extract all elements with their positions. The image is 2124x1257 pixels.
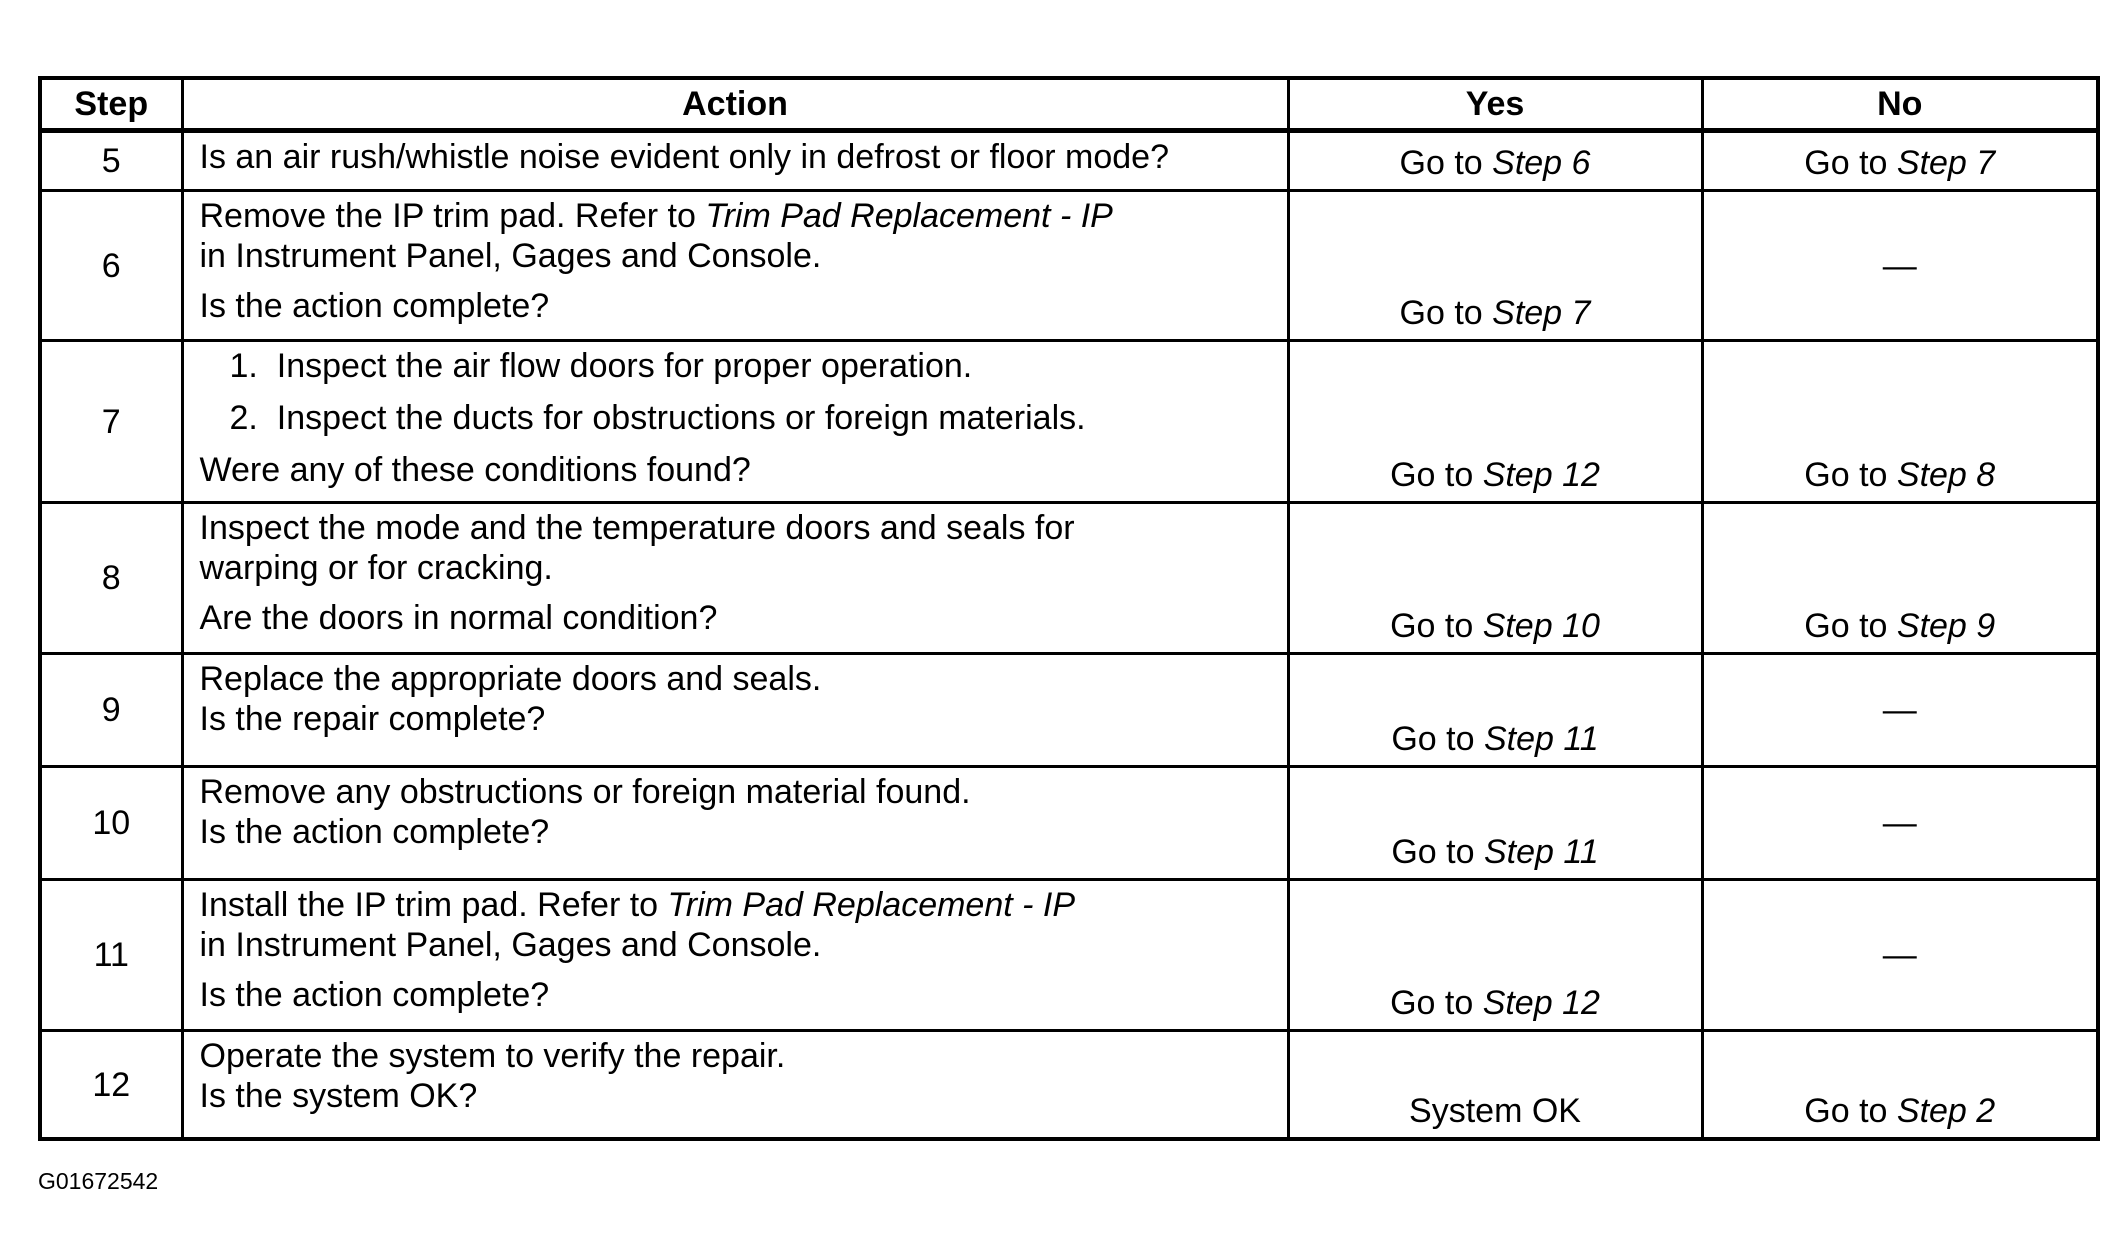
action-question: Were any of these conditions found? bbox=[199, 451, 751, 490]
yes-prefix: Go to bbox=[1399, 294, 1493, 333]
action-question: Is the repair complete? bbox=[199, 699, 546, 738]
step-number: 12 bbox=[40, 1031, 182, 1139]
no-prefix: Go to bbox=[1804, 143, 1897, 182]
no-prefix: Go to bbox=[1804, 1092, 1897, 1130]
list-text: Inspect the air flow doors for proper operation. bbox=[276, 347, 973, 386]
step-number: 7 bbox=[40, 341, 182, 503]
yes-prefix: Go to bbox=[1399, 143, 1493, 182]
yes-result bbox=[1288, 653, 1702, 766]
action-cell bbox=[182, 341, 1288, 503]
action-cell bbox=[182, 190, 1288, 341]
step-number: 11 bbox=[40, 880, 182, 1031]
action-line: Operate the system to verify the repair. bbox=[199, 1037, 786, 1076]
action-line: Replace the appropriate doors and seals. bbox=[199, 659, 822, 698]
yes-prefix: Go to bbox=[1391, 720, 1484, 759]
no-prefix: Go to bbox=[1804, 456, 1897, 495]
no-prefix: Go to bbox=[1804, 606, 1897, 645]
table-row bbox=[40, 341, 2098, 503]
yes-step-ref: Step 6 bbox=[1492, 143, 1591, 182]
yes-result bbox=[1288, 503, 1702, 654]
action-line: Is an air rush/whistle noise evident only in defrost or floor mode? bbox=[199, 138, 1169, 176]
action-line bbox=[200, 196, 1273, 236]
yes-prefix: Go to bbox=[1390, 984, 1483, 1023]
yes-result bbox=[1288, 131, 1702, 191]
step-number: 9 bbox=[40, 653, 182, 766]
table-row bbox=[40, 880, 2098, 1031]
action-line: Remove any obstructions or foreign material found. bbox=[199, 773, 971, 812]
yes-step-ref: Step 11 bbox=[1483, 720, 1599, 759]
yes-step-ref: Step 10 bbox=[1482, 606, 1600, 645]
diagnostic-table bbox=[38, 76, 2100, 1141]
no-text: — bbox=[1882, 936, 1917, 975]
table-row bbox=[40, 131, 2098, 191]
no-step-ref: Step 9 bbox=[1896, 606, 1996, 645]
yes-prefix: Go to bbox=[1390, 606, 1483, 645]
step-number: 8 bbox=[40, 503, 182, 654]
table-row bbox=[40, 190, 2098, 341]
action-header: Action bbox=[182, 78, 1288, 131]
table-row bbox=[40, 767, 2098, 880]
step-number: 10 bbox=[40, 767, 182, 880]
header-row bbox=[40, 78, 2098, 131]
action-line: in Instrument Panel, Gages and Console. bbox=[199, 236, 822, 275]
action-list-item bbox=[200, 398, 1273, 438]
step-header: Step bbox=[40, 78, 182, 131]
yes-step-ref: Step 11 bbox=[1483, 833, 1599, 872]
table-row bbox=[40, 1031, 2098, 1139]
list-number: 2. bbox=[229, 399, 258, 438]
action-list-item bbox=[200, 346, 1273, 386]
no-header: No bbox=[1702, 78, 2098, 131]
action-question: Is the action complete? bbox=[199, 286, 550, 325]
action-cell bbox=[182, 880, 1288, 1031]
table-body bbox=[40, 131, 2098, 1140]
no-text: — bbox=[1882, 691, 1917, 730]
action-question: Is the system OK? bbox=[199, 1077, 478, 1116]
no-result bbox=[1702, 880, 2098, 1031]
no-result bbox=[1702, 767, 2098, 880]
table-row bbox=[40, 503, 2098, 654]
no-result bbox=[1702, 1031, 2098, 1139]
yes-prefix: Go to bbox=[1391, 833, 1484, 872]
list-number: 1. bbox=[229, 347, 258, 386]
action-line: in Instrument Panel, Gages and Console. bbox=[199, 926, 822, 965]
yes-result bbox=[1288, 880, 1702, 1031]
yes-result bbox=[1288, 341, 1702, 503]
yes-step-ref: Step 7 bbox=[1492, 294, 1591, 333]
no-step-ref: Step 7 bbox=[1896, 143, 1996, 182]
action-line: warping or for cracking. bbox=[199, 549, 553, 588]
yes-result bbox=[1288, 1031, 1702, 1139]
yes-prefix: Go to bbox=[1390, 456, 1483, 495]
action-question: Are the doors in normal condition? bbox=[199, 599, 718, 638]
yes-result bbox=[1288, 767, 1702, 880]
action-line-text: Install the IP trim pad. Refer to bbox=[199, 886, 668, 925]
action-cell bbox=[182, 767, 1288, 880]
action-cell bbox=[182, 653, 1288, 766]
reference-title: Trim Pad Replacement - IP bbox=[705, 196, 1113, 235]
no-result bbox=[1702, 503, 2098, 654]
yes-result bbox=[1288, 190, 1702, 341]
yes-header: Yes bbox=[1288, 78, 1702, 131]
action-question: Is the action complete? bbox=[199, 976, 550, 1015]
action-line: Inspect the mode and the temperature doors and seals for bbox=[199, 509, 1075, 548]
no-text: — bbox=[1882, 246, 1917, 285]
figure-id: G01672542 bbox=[38, 1168, 159, 1194]
no-result bbox=[1702, 190, 2098, 341]
yes-text: System OK bbox=[1409, 1092, 1581, 1130]
action-line bbox=[200, 885, 1273, 925]
yes-step-ref: Step 12 bbox=[1482, 984, 1600, 1023]
no-step-ref: Step 2 bbox=[1896, 1092, 1996, 1130]
action-line-text: Remove the IP trim pad. Refer to bbox=[199, 196, 706, 235]
action-question: Is the action complete? bbox=[199, 813, 550, 852]
yes-step-ref: Step 12 bbox=[1482, 456, 1600, 495]
no-text: — bbox=[1882, 804, 1917, 843]
step-number: 6 bbox=[40, 190, 182, 341]
action-cell bbox=[182, 131, 1288, 191]
action-cell bbox=[182, 1031, 1288, 1139]
list-text: Inspect the ducts for obstructions or foreign materials. bbox=[276, 399, 1086, 438]
step-number: 5 bbox=[40, 131, 182, 191]
no-step-ref: Step 8 bbox=[1896, 456, 1996, 495]
no-result bbox=[1702, 653, 2098, 766]
action-cell bbox=[182, 503, 1288, 654]
no-result bbox=[1702, 341, 2098, 503]
no-result bbox=[1702, 131, 2098, 191]
table-row bbox=[40, 653, 2098, 766]
reference-title: Trim Pad Replacement - IP bbox=[667, 886, 1076, 925]
